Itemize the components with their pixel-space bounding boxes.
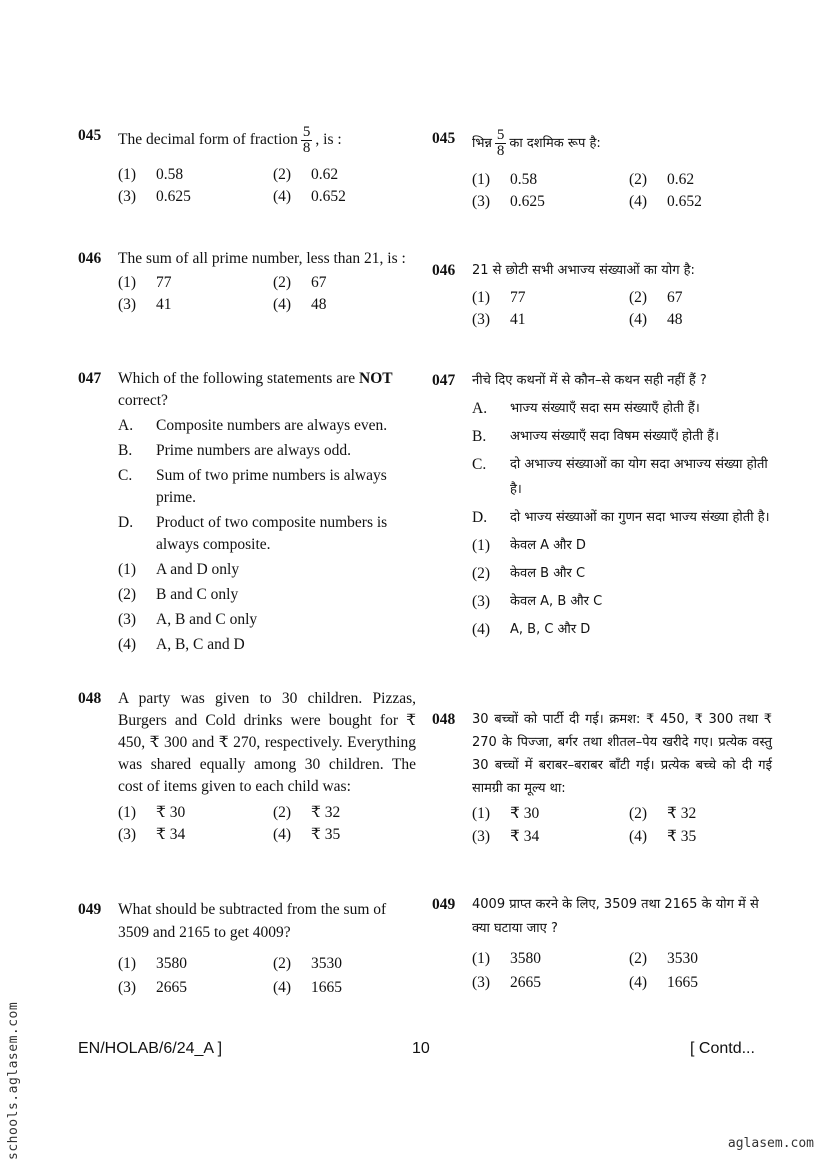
option-3 <box>118 609 416 631</box>
statement-label: C. <box>472 456 487 473</box>
fraction <box>495 128 507 159</box>
option-label: (3) <box>472 311 491 328</box>
option-1 <box>118 559 416 581</box>
question-047-en <box>78 368 416 656</box>
option-2 <box>273 272 428 294</box>
option-label: (4) <box>629 828 648 845</box>
question-047-hi <box>432 368 772 642</box>
option-text: A and D only <box>156 561 240 578</box>
question-text: 21 से छोटी सभी अभाज्य संख्याओं का योग है: <box>472 263 695 278</box>
option-3 <box>472 825 629 848</box>
question-number: 046 <box>432 262 456 279</box>
option-text: 77 <box>510 289 526 306</box>
statement-text: दो अभाज्य संख्याओं का योग सदा अभाज्य संख्या होती है। <box>510 457 768 497</box>
option-label: (3) <box>118 188 137 205</box>
option-label: (2) <box>629 171 648 188</box>
option-label: (2) <box>472 565 491 582</box>
question-text <box>118 368 416 412</box>
statement-label: D. <box>472 509 488 526</box>
fraction-denominator: 8 <box>496 143 505 159</box>
option-1 <box>472 802 629 825</box>
bottom-watermark: aglasem.com <box>727 1136 814 1151</box>
option-text: केवल B और C <box>510 566 586 581</box>
option-label: (2) <box>273 166 292 183</box>
option-label: (2) <box>273 274 292 291</box>
question-046-en <box>78 248 416 316</box>
option-4 <box>273 186 428 208</box>
option-text: ₹ 30 <box>510 805 540 822</box>
question-048-hi <box>432 708 772 848</box>
statement-b <box>118 440 416 462</box>
statement-d <box>118 512 416 556</box>
statement-a <box>118 415 416 437</box>
option-4 <box>273 294 428 316</box>
option-2 <box>273 802 428 824</box>
option-text: 3530 <box>667 950 698 967</box>
option-text: 67 <box>667 289 683 306</box>
options <box>472 802 772 848</box>
option-label: (2) <box>629 805 648 822</box>
question-text-part: Which of the following statements are <box>118 370 356 387</box>
option-1 <box>472 533 772 558</box>
statement-text: Product of two composite numbers is always composite. <box>156 514 388 553</box>
question-text: 30 बच्चों को पार्टी दी गई। क्रमश: ₹ 450, ₹ 300 तथा ₹ 270 के पिज्जा, बर्गर तथा शीतल–पेय खरीदे गए। प्रत्येक वस्तु 30 बच्चों में बराबर–बराबर बाँटी गई। प्रत्येक बच्चे को दी गई सामग्री का मूल्य था: <box>472 712 772 796</box>
options <box>118 802 416 846</box>
question-text-emphasis: NOT <box>359 370 393 387</box>
option-label: (2) <box>629 950 648 967</box>
fraction-numerator: 5 <box>496 127 505 143</box>
option-label: (1) <box>472 289 491 306</box>
question-text-part: , is : <box>315 131 342 149</box>
question-048-en <box>78 688 416 846</box>
statement-text: भाज्य संख्याएँ सदा सम संख्याएँ होती हैं। <box>510 401 700 416</box>
option-2 <box>629 947 786 971</box>
question-text <box>472 128 772 159</box>
option-text: ₹ 34 <box>510 828 540 845</box>
option-label: (3) <box>472 193 491 210</box>
option-label: (1) <box>118 166 137 183</box>
statement-text: अभाज्य संख्याएँ सदा विषम संख्याएँ होती हैं। <box>510 429 720 444</box>
question-text-part: correct? <box>118 392 168 409</box>
question-number: 045 <box>78 127 102 144</box>
option-2 <box>472 561 772 586</box>
option-label: (1) <box>118 561 137 578</box>
option-text: 77 <box>156 274 172 291</box>
option-text: ₹ 32 <box>311 804 341 821</box>
option-label: (4) <box>118 636 137 653</box>
question-number: 048 <box>432 711 456 728</box>
fraction-denominator: 8 <box>302 140 311 156</box>
option-label: (3) <box>118 826 137 843</box>
statement-label: C. <box>118 467 133 484</box>
option-label: (1) <box>118 274 137 291</box>
option-label: (2) <box>273 804 292 821</box>
option-3 <box>472 971 629 995</box>
option-label: (2) <box>118 586 137 603</box>
option-text: 0.652 <box>667 193 702 210</box>
option-text: 0.652 <box>311 188 346 205</box>
option-label: (3) <box>118 979 137 996</box>
option-1 <box>118 802 273 824</box>
option-text: 3580 <box>510 950 541 967</box>
option-text: 0.62 <box>667 171 695 188</box>
options <box>118 272 416 316</box>
option-4 <box>629 825 786 848</box>
option-4 <box>629 971 786 995</box>
option-4 <box>273 976 428 1000</box>
statement-b <box>472 424 772 449</box>
question-text-part: भिन्न <box>472 136 492 151</box>
option-text: 0.625 <box>510 193 545 210</box>
option-label: (1) <box>118 804 137 821</box>
statement-label: B. <box>118 442 133 459</box>
statement-label: B. <box>472 428 487 445</box>
question-text: 4009 प्राप्त करने के लिए, 3509 तथा 2165 के योग में से क्या घटाया जाए ? <box>472 897 759 936</box>
statement-a <box>472 396 772 421</box>
option-text: 2665 <box>510 974 541 991</box>
question-049-en <box>78 898 416 1000</box>
option-label: (4) <box>273 188 292 205</box>
option-text: ₹ 35 <box>667 828 697 845</box>
option-label: (1) <box>472 171 491 188</box>
question-049-hi <box>432 893 772 995</box>
option-text: केवल A और D <box>510 538 586 553</box>
option-label: (3) <box>472 593 491 610</box>
option-4 <box>118 634 416 656</box>
option-2 <box>629 169 786 191</box>
question-text: A party was given to 30 children. Pizzas, Burgers and Cold drinks were bought for ₹ 450, ₹ 300 and ₹ 270, respectively. Everything was shared equally among 30 children. The cost of items given to each child was: <box>118 690 416 795</box>
option-4 <box>273 824 428 846</box>
options <box>472 169 772 213</box>
option-3 <box>472 309 629 331</box>
option-text: A, B and C only <box>156 611 258 628</box>
option-4 <box>472 617 772 642</box>
option-text: 1665 <box>311 979 342 996</box>
option-label: (1) <box>472 805 491 822</box>
question-text-part: The decimal form of fraction <box>118 131 298 149</box>
option-text: 0.58 <box>510 171 538 188</box>
option-label: (1) <box>118 955 137 972</box>
option-3 <box>118 294 273 316</box>
statement-text: Prime numbers are always odd. <box>156 442 351 459</box>
option-4 <box>629 309 786 331</box>
question-text <box>118 125 416 156</box>
option-label: (3) <box>118 611 137 628</box>
option-text: A, B, C और D <box>510 622 591 637</box>
statement-label: D. <box>118 514 134 531</box>
option-3 <box>118 976 273 1000</box>
option-4 <box>629 191 786 213</box>
question-045-en <box>78 125 416 208</box>
option-label: (3) <box>472 974 491 991</box>
option-2 <box>629 287 786 309</box>
statement-text: Composite numbers are always even. <box>156 417 388 434</box>
option-text: 48 <box>667 311 683 328</box>
option-text: 3580 <box>156 955 187 972</box>
question-text: नीचे दिए कथनों में से कौन–से कथन सही नहीं हैं ? <box>472 373 707 388</box>
option-1 <box>472 169 629 191</box>
statement-c <box>118 465 416 509</box>
option-label: (4) <box>472 621 491 638</box>
question-045-hi <box>432 128 772 213</box>
option-text: ₹ 30 <box>156 804 186 821</box>
option-label: (3) <box>118 296 137 313</box>
option-label: (1) <box>472 950 491 967</box>
option-2 <box>273 952 428 976</box>
option-label: (4) <box>273 826 292 843</box>
options <box>118 559 416 656</box>
option-text: 0.62 <box>311 166 339 183</box>
question-number: 047 <box>78 370 102 387</box>
statement-text: Sum of two prime numbers is always prime. <box>156 467 387 506</box>
continued-label: [ Contd... <box>690 1040 755 1057</box>
option-label: (4) <box>273 296 292 313</box>
question-number: 048 <box>78 690 102 707</box>
statements <box>118 415 416 556</box>
option-label: (4) <box>629 193 648 210</box>
option-text: केवल A, B और C <box>510 594 603 609</box>
fraction <box>301 125 313 156</box>
option-1 <box>118 164 273 186</box>
option-text: ₹ 32 <box>667 805 697 822</box>
option-3 <box>472 589 772 614</box>
question-number: 047 <box>432 372 456 389</box>
option-text: ₹ 35 <box>311 826 341 843</box>
statement-c <box>472 452 772 502</box>
option-text: 41 <box>156 296 172 313</box>
question-046-hi <box>432 260 772 331</box>
option-text: 3530 <box>311 955 342 972</box>
option-text: 1665 <box>667 974 698 991</box>
options <box>472 947 772 995</box>
options <box>472 533 772 642</box>
option-text: 67 <box>311 274 327 291</box>
question-number: 045 <box>432 130 456 147</box>
option-text: A, B, C and D <box>156 636 245 653</box>
option-text: 48 <box>311 296 327 313</box>
paper-code: EN/HOLAB/6/24_A ] <box>78 1040 223 1057</box>
option-label: (2) <box>273 955 292 972</box>
option-label: (4) <box>629 311 648 328</box>
option-label: (2) <box>629 289 648 306</box>
statement-text: दो भाज्य संख्याओं का गुणन सदा भाज्य संख्या होती है। <box>510 510 770 525</box>
side-watermark: schools.aglasem.com <box>6 1001 21 1160</box>
option-1 <box>472 287 629 309</box>
statement-d <box>472 505 772 530</box>
option-1 <box>472 947 629 971</box>
statement-label: A. <box>118 417 134 434</box>
option-text: ₹ 34 <box>156 826 186 843</box>
option-text: 0.58 <box>156 166 184 183</box>
option-text: 0.625 <box>156 188 191 205</box>
option-label: (4) <box>273 979 292 996</box>
question-number: 046 <box>78 250 102 267</box>
question-number: 049 <box>78 901 102 918</box>
option-1 <box>118 272 273 294</box>
option-2 <box>629 802 786 825</box>
question-text: The sum of all prime number, less than 21, is : <box>118 250 406 267</box>
option-3 <box>118 186 273 208</box>
option-label: (3) <box>472 828 491 845</box>
question-text: What should be subtracted from the sum of 3509 and 2165 to get 4009? <box>118 901 387 941</box>
fraction-numerator: 5 <box>302 124 311 140</box>
option-text: 41 <box>510 311 526 328</box>
page-number: 10 <box>412 1040 430 1057</box>
option-1 <box>118 952 273 976</box>
question-text-part: का दशमिक रूप है: <box>509 136 601 151</box>
statement-label: A. <box>472 400 488 417</box>
statements <box>472 396 772 530</box>
option-label: (1) <box>472 537 491 554</box>
options <box>118 164 416 208</box>
option-2 <box>273 164 428 186</box>
option-text: 2665 <box>156 979 187 996</box>
options <box>472 287 772 331</box>
option-3 <box>118 824 273 846</box>
option-label: (4) <box>629 974 648 991</box>
options <box>118 952 416 1000</box>
option-3 <box>472 191 629 213</box>
question-number: 049 <box>432 896 456 913</box>
option-text: B and C only <box>156 586 239 603</box>
option-2 <box>118 584 416 606</box>
